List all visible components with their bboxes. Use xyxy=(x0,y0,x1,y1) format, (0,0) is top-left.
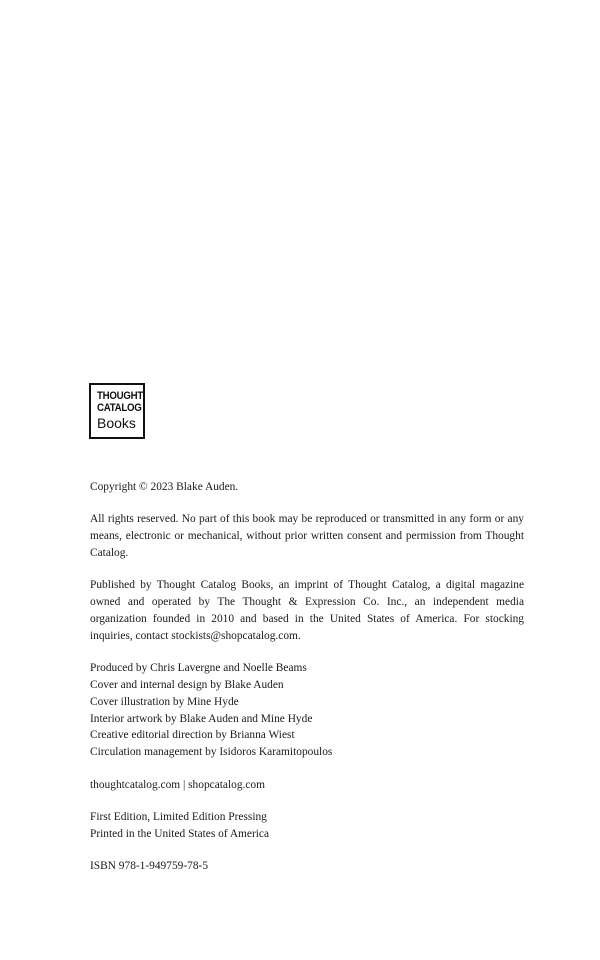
copyright-notice: Copyright © 2023 Blake Auden. xyxy=(90,481,239,493)
logo-line-thought: THOUGHT xyxy=(97,390,144,402)
publisher-logo xyxy=(89,383,145,439)
logo-line-books: Books xyxy=(97,415,136,431)
copyright-page-text xyxy=(90,479,524,891)
isbn-line: ISBN 978-1-949759-78-5 xyxy=(90,860,209,873)
rights-paragraph: All rights reserved. No part of this book may be reproduced or transmitted in any form or any means, electronic or mechanical, without prior written consent and permission from Thought Catalog. xyxy=(90,513,524,559)
publisher-paragraph: Published by Thought Catalog Books, an imprint of Thought Catalog, a digital magazine owned and operated by The Thought & Expression Co. Inc., an independent media organization founded in 2010 and based in the United States of America. For stocking inquiries, contact stockists@shopcatalog.com. xyxy=(90,579,524,642)
edition-block xyxy=(90,809,524,843)
credit-line: Produced by Chris Lavergne and Noelle Beams xyxy=(90,662,307,675)
credit-line: Interior artwork by Blake Auden and Mine Hyde xyxy=(90,712,313,725)
credits-block xyxy=(90,660,524,761)
websites-line: thoughtcatalog.com | shopcatalog.com xyxy=(90,778,265,791)
credit-line: Cover illustration by Mine Hyde xyxy=(90,695,239,708)
credit-line: Cover and internal design by Blake Auden xyxy=(90,678,284,691)
credit-line: Circulation management by Isidoros Karamitopoulos xyxy=(90,746,333,759)
logo-line-catalog: CATALOG xyxy=(97,402,142,414)
credit-line: Creative editorial direction by Brianna Wiest xyxy=(90,729,295,742)
edition-line: First Edition, Limited Edition Pressing xyxy=(90,810,267,823)
printed-line: Printed in the United States of America xyxy=(90,827,270,840)
